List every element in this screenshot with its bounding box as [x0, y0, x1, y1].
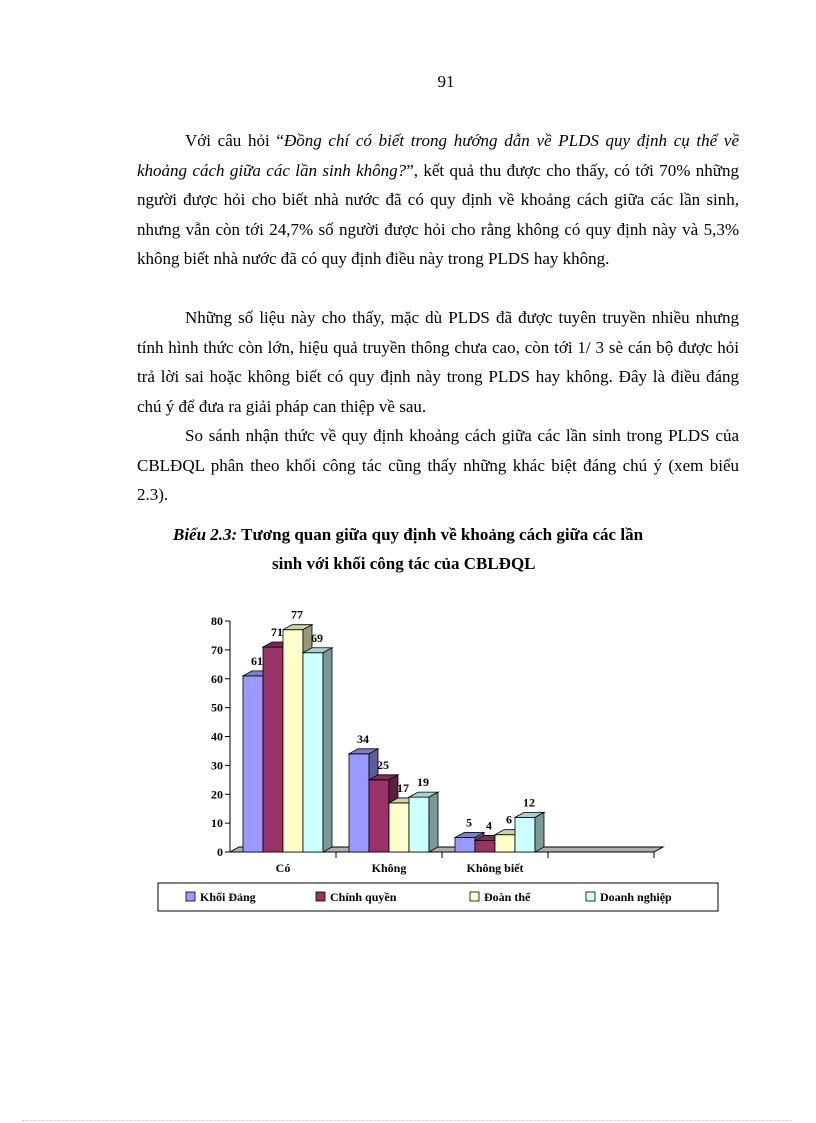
data-label: 4	[486, 818, 492, 833]
caption-title-line1: Tương quan giữa quy định về khoảng cách giữa các lần	[237, 525, 644, 544]
y-tick-label: 60	[211, 671, 223, 686]
legend-swatch	[586, 892, 595, 901]
y-tick-label: 20	[211, 787, 223, 802]
bar-front	[515, 817, 535, 852]
y-tick-label: 70	[211, 642, 223, 657]
legend-swatch	[470, 892, 479, 901]
y-tick-label: 50	[211, 700, 223, 715]
paragraph-1-question: Đồng chí có biết trong hướng dẫn về PLDS quy định cụ thể về khoảng cách giữa các lần sinh không?	[137, 131, 739, 180]
data-label: 71	[271, 624, 283, 639]
data-label: 6	[506, 812, 512, 827]
bar-front	[243, 676, 263, 852]
data-label: 5	[466, 815, 472, 830]
data-label: 61	[251, 653, 263, 668]
bar-front	[263, 647, 283, 852]
x-tick-label: Có	[275, 861, 291, 875]
bar-side	[535, 812, 544, 852]
bar-front	[389, 803, 409, 852]
y-tick-label: 10	[211, 816, 223, 831]
data-label: 19	[417, 775, 429, 790]
paragraph-1	[137, 126, 739, 274]
legend-swatch	[186, 892, 195, 901]
legend-label: Doanh nghiệp	[600, 890, 672, 904]
paragraph-3-text: So sánh nhận thức về quy định khoảng cách giữa các lần sinh trong PLDS của CBLĐQL phân theo khối công tác cũng thấy những khác biệt đáng chú ý (xem biểu 2.3).	[137, 426, 739, 504]
legend-swatch	[316, 892, 325, 901]
page-number: 91	[437, 72, 455, 91]
caption-title-line2: sinh với khối công tác của CBLĐQL	[272, 554, 536, 573]
data-label: 34	[357, 731, 369, 746]
chart-caption	[137, 520, 739, 578]
y-tick-label: 30	[211, 758, 223, 773]
data-label: 12	[523, 795, 535, 810]
bar-front	[409, 797, 429, 852]
bar-front	[495, 835, 515, 852]
bar-chart	[150, 595, 720, 915]
paragraph-2-text: Những số liệu này cho thấy, mặc dù PLDS đã được tuyên truyền nhiều nhưng tính hình thức còn lớn, hiệu quả truyền thông chưa cao, còn tới 1/ 3 sè cán bộ được hỏi trả lời sai hoặc không biết có quy định này trong PLDS hay không. Đây là điều đáng chú ý để đưa ra giải pháp can thiệp về sau.	[137, 308, 739, 416]
paragraph-1-rest: ”, kết quả thu được cho thấy, có tới 70% những người được hỏi cho biết nhà nước đã có quy định về khoảng cách giữa các lần sinh, nhưng vẫn còn tới 24,7% số người được hỏi cho rằng không có quy định này và 5,3% không biết nhà nước đã có quy định điều này trong PLDS hay không.	[137, 160, 739, 268]
legend-label: Đoàn thể	[484, 890, 531, 904]
data-label: 17	[397, 780, 409, 795]
caption-label: Biểu 2.3:	[173, 525, 238, 544]
legend-label: Chính quyền	[330, 890, 397, 904]
bar-front	[455, 838, 475, 852]
paragraph-1-lead: Với câu hỏi “	[185, 131, 284, 150]
bar-side	[429, 792, 438, 852]
legend-label: Khối Đảng	[200, 890, 256, 904]
data-label: 69	[311, 630, 323, 645]
bar-front	[369, 780, 389, 852]
bar-front	[283, 630, 303, 852]
data-label: 77	[291, 607, 303, 622]
bar-front	[475, 840, 495, 852]
page-bottom-border	[22, 1120, 792, 1121]
y-tick-label: 40	[211, 729, 223, 744]
bar-side	[323, 648, 332, 852]
y-tick-label: 0	[217, 845, 223, 859]
paragraph-3	[137, 421, 739, 510]
bar-front	[349, 754, 369, 852]
y-tick-label: 80	[211, 614, 223, 628]
data-label: 25	[377, 757, 389, 772]
x-tick-label: Không biết	[466, 861, 524, 875]
bar-front	[303, 653, 323, 852]
paragraph-2	[137, 303, 739, 421]
x-tick-label: Không	[371, 861, 407, 875]
